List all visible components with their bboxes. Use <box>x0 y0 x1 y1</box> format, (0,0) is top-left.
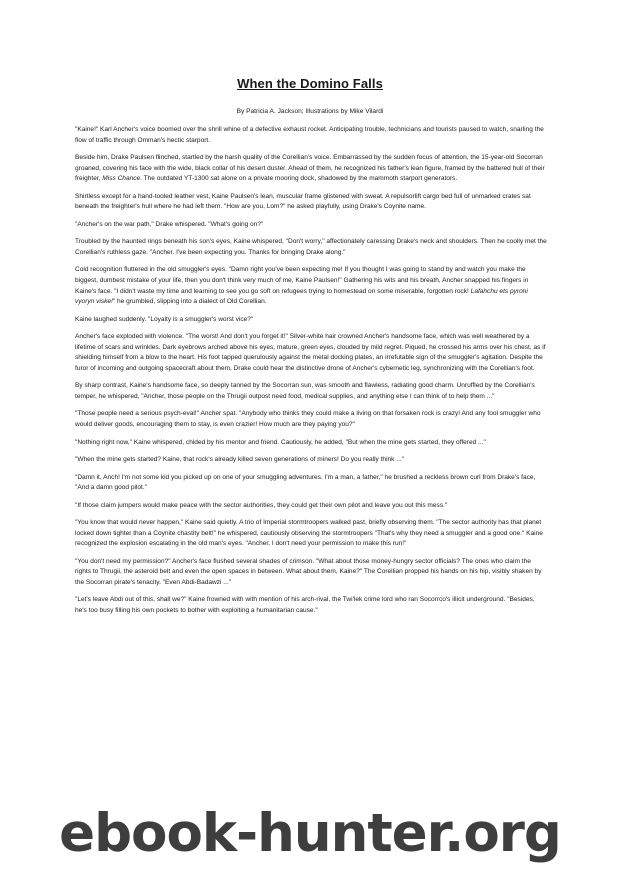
paragraph-text: Cold recognition fluttered in the old smuggler's eyes. "Damn right you've been expecting me! If you thought I was going to stand by and watch you make the biggest, dumbest mistake of your life, then you don't think very much of me, Kaine Paulsen!" Gathering his wits and his breath, Ancher snapped his fingers in Kaine's face. "I didn't waste my time and learning to see you go soft on refugees trying to homestead on some miserable, forgotten rock! <box>75 266 529 295</box>
paragraph-text: Shirtless except for a hand-tooled leather vest, Kaine Paulsen's lean, muscular frame glistened with sweat. A repulsorlift cargo bed full of unmarked crates sat beneath the freighter's hull where he had left them. "How are you, Lom?" he asked playfully, using Drake's Coynite name. <box>75 192 531 211</box>
story-paragraph <box>75 192 547 213</box>
story-paragraph <box>75 409 547 430</box>
byline: By Patricia A. Jackson; Illustrations by Mike Vilardi <box>236 108 384 115</box>
paragraph-text: Ancher's face exploded with violence. "The worst! And don't you forget it!" Silver-white hair crowned Ancher's handsome face, which was well weathered by a lifetime of scars and wrinkles. Dark eyebrows arched above his eyes, mature, green eyes, clouded by mild regret. Piqued, he crossed his arms over his chest, as if shielding himself from a blow to the heart. His foot tapped querulously against the metal docking plates, an irrefutable sign of the smuggler's agitation. Despite the furor of incoming and outgoing spacecraft about them, Drake could hear the distinctive drone of Ancher's cybernetic leg, synchronizing with the Corellian's foot. <box>75 333 546 372</box>
paragraph-text: "Let's leave Abdi out of this, shall we?" Kaine frowned with with mention of his arch-rival, the Twi'lek crime lord who ran Socorrco's illicit underground. "Besides, he's too busy filling his own pockets to bother with exploiting a humanitarian cause." <box>75 596 535 615</box>
paragraph-text: "You know that would never happen," Kaine said quietly. A trio of Imperial stormtroopers walked past, briefly observing them. "The sector authority has that planet locked down tighter than a Coynite chastity belt!" he whispered, cautiously observing the stormtroopers "That's why they need a smuggler and a good one." Kaine recognized the explosion escalating in the old man's eyes. "Ancher, I don't need your permission to make this run!" <box>75 519 543 548</box>
paragraph-text: "You don't need my permission?" Ancher's face flushed several shades of crimson. "What about those money-hungry sector officials? The ones who claim the rights to Thrugii, the asteroid belt and even the open spaces in between. What about them, Kaine?" The Corellian propped his hands on his hip, visibly shaken by the Socorran pirate's tenacity. "Even Abdi-Badawzi ..." <box>75 557 542 586</box>
paragraph-text: " he grumbled, slipping into a dialect of Old Corellian. <box>112 298 267 306</box>
paragraph-text: Beside him, Drake Paulsen flinched, startled by the harsh quality of the Corellian's voice. Embarrassed by the sudden focus of attention, the 15-year-old Socorran groaned, covering his face with the wide, black collar of his desert duster. Ahead of them, he recognized his father's lean figure, framed by the battered hull of their freighter, <box>75 154 545 183</box>
italic-text: Lafahchu ets pyroni vyoryn viske! <box>75 287 528 306</box>
story-paragraph <box>75 265 547 307</box>
story-paragraph <box>75 473 547 494</box>
story-paragraph <box>75 381 547 402</box>
paragraph-text: Kaine laughed suddenly. "Loyalty is a smuggler's worst vice?" <box>75 315 254 323</box>
paragraph-text: "When the mine gets started? Kaine, that rock's already killed seven generations of miners! Do you really think ..." <box>75 456 405 464</box>
paragraph-text: "Nothing right now," Kaine whispered, chided by his mentor and friend. Cautiously, he added, "But when the mine gets started, they offered ..." <box>75 438 486 446</box>
document-title: When the Domino Falls <box>237 76 383 91</box>
story-paragraph <box>75 153 547 185</box>
paragraph-text: Troubled by the haunted rings beneath his son's eyes, Kaine whispered, "Don't worry," affectionately caressing Drake's neck and shoulders. Then he coolly met the Corellian's ruthless gaze. "Ancher. I've been expecting you. Thanks for bringing Drake along." <box>75 238 547 256</box>
story-paragraph <box>75 557 547 589</box>
paragraph-text: "Those people need a serious psych-eval!" Ancher spat. "Anybody who thinks they could make a living on that forsaken rock is crazy! And any fool smuggler who would deliver goods, encouraging them to stay, is even crazier! How much are they paying you?" <box>75 410 541 429</box>
story-paragraph <box>75 501 547 512</box>
watermark-text: ebook-hunter.org <box>59 803 561 864</box>
story-paragraph <box>75 595 547 616</box>
paragraph-text: "If those claim jumpers would make peace with the sector authorities, they could get their own pilot and leave you out this mess." <box>75 501 448 509</box>
paragraph-text: By sharp contrast, Kaine's handsome face, so deeply tanned by the Socorran sun, was smooth and flawless, radiating good charm. Unruffled by the Corellian's temper, he whispered, "Ancher, those people on the Thrugii outpost need food, medical supplies, and anything else I can think of to help them ..." <box>75 382 535 400</box>
paragraph-text: "Ancher's on the war path," Drake whispered. "What's going on?" <box>75 220 264 228</box>
story-paragraph <box>75 315 547 326</box>
italic-text: Miss Chance <box>102 175 141 183</box>
story-paragraph <box>75 332 547 374</box>
story-paragraph <box>75 220 547 231</box>
paragraph-text: . The outdated YT-1300 sat alone on a private mooring dock, shadowed by the mammoth starport generators. <box>140 175 458 183</box>
story-paragraph <box>75 438 547 449</box>
story-paragraph <box>75 125 547 146</box>
story-paragraph <box>75 455 547 466</box>
paragraph-text: "Damn it, Anch! I'm not some kid you picked up on one of your smuggling adventures. I'm a man, a father," he brushed a reckless brown curl from Drake's face, "And a damn good pilot." <box>75 473 536 492</box>
paragraph-text: "Kaine!" Karl Ancher's voice boomed over the shrill whine of a defective exhaust rocket. Anticipating trouble, technicians and tourists paused to watch, snarling the flow of traffic through Omman's hectic starport. <box>75 126 544 144</box>
story-paragraph <box>75 518 547 550</box>
story-body <box>75 125 547 624</box>
story-paragraph <box>75 237 547 258</box>
